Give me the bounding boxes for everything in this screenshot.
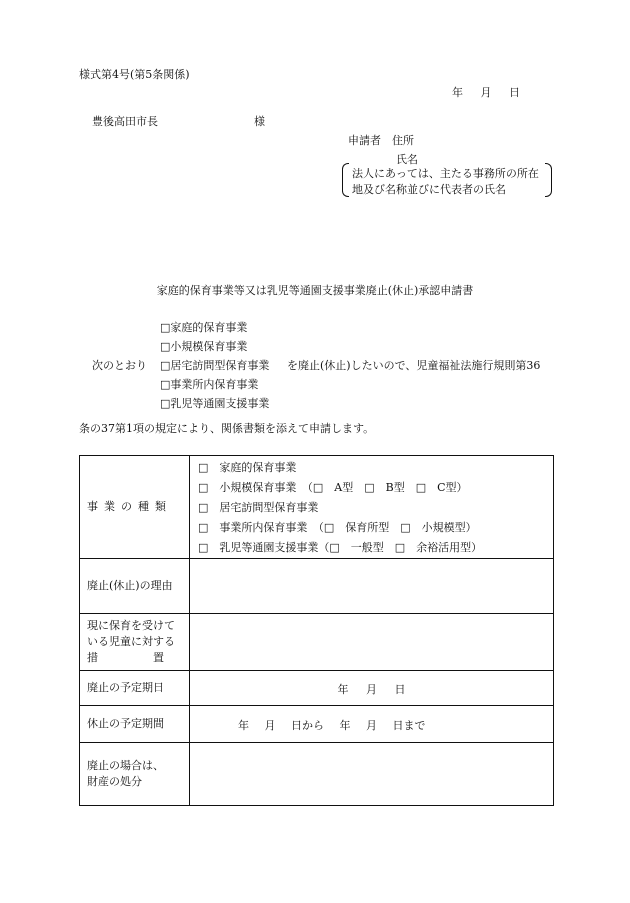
suspend-period-label: 休止の予定期間 xyxy=(80,706,190,742)
row-abolish-date xyxy=(80,670,553,705)
corporate-note xyxy=(342,163,552,197)
intro-tail: を廃止(休止)したいので、児童福祉法施行規則第36 xyxy=(287,359,541,372)
addressee-suffix: 様 xyxy=(254,115,265,128)
business-type-label: 事業の種類 xyxy=(80,456,190,558)
suspend-period-field[interactable] xyxy=(190,706,553,742)
intro-lead: 次のとおり xyxy=(92,359,147,372)
property-field[interactable] xyxy=(190,743,553,805)
business-type-home-childcare[interactable]: □ 家庭的保育事業 xyxy=(198,461,297,474)
property-label-line-2: 財産の処分 xyxy=(87,775,142,788)
row-reason xyxy=(80,558,553,613)
row-business-type xyxy=(80,456,553,558)
measures-field[interactable] xyxy=(190,614,553,670)
reason-field[interactable] xyxy=(190,559,553,613)
addressee: 豊後高田市長 xyxy=(92,115,158,128)
reason-label: 廃止(休止)の理由 xyxy=(80,559,190,613)
measures-label-line-1: 現に保育を受けて xyxy=(87,619,175,632)
intro-option-small-scale: □小規模保育事業 xyxy=(160,340,248,353)
suspend-period-value: 年 月 日から 年 月 日まで xyxy=(238,719,426,732)
bracket-right xyxy=(545,163,552,197)
date-line: 年 月 日 xyxy=(452,86,520,99)
business-type-infant-support[interactable]: □ 乳児等通園支援事業（□ 一般型 □ 余裕活用型） xyxy=(198,541,483,554)
row-property xyxy=(80,742,553,805)
application-table xyxy=(79,455,554,806)
applicant-name-label: 氏名 xyxy=(396,153,418,166)
corp-note-line-2: 地及び名称並びに代表者の氏名 xyxy=(352,183,506,196)
measures-label-line-3: 措 置 xyxy=(87,651,164,664)
intro-option-workplace: □事業所内保育事業 xyxy=(160,378,259,391)
abolish-date-label: 廃止の予定期日 xyxy=(80,671,190,705)
business-type-home-visit[interactable]: □ 居宅訪問型保育事業 xyxy=(198,501,319,514)
form-number: 様式第4号(第5条関係) xyxy=(79,68,190,81)
intro-option-infant-support: □乳児等通園支援事業 xyxy=(160,397,270,410)
measures-label-line-2: いる児童に対する xyxy=(87,635,175,648)
intro-option-home-childcare: □家庭的保育事業 xyxy=(160,321,248,334)
business-type-small-scale[interactable]: □ 小規模保育事業 （□ A型 □ B型 □ C型） xyxy=(198,481,468,494)
abolish-date-value: 年 月 日 xyxy=(337,683,406,696)
business-type-options xyxy=(190,456,553,558)
intro-option-home-visit: □居宅訪問型保育事業 xyxy=(160,359,270,372)
applicant-address-label: 申請者 住所 xyxy=(348,134,414,147)
document-title: 家庭的保育事業等又は乳児等通園支援事業廃止(休止)承認申請書 xyxy=(156,284,474,297)
corp-note-line-1: 法人にあっては、主たる事務所の所在 xyxy=(352,167,539,180)
measures-label xyxy=(80,614,190,670)
abolish-date-field[interactable] xyxy=(190,671,553,705)
bracket-left xyxy=(342,163,349,197)
business-type-workplace[interactable]: □ 事業所内保育事業 （□ 保育所型 □ 小規模型） xyxy=(198,521,477,534)
intro-line-2: 条の37第1項の規定により、関係書類を添えて申請します。 xyxy=(79,422,375,435)
row-measures xyxy=(80,613,553,670)
row-suspend-period xyxy=(80,705,553,742)
property-label-line-1: 廃止の場合は、 xyxy=(87,759,164,772)
property-label xyxy=(80,743,190,805)
